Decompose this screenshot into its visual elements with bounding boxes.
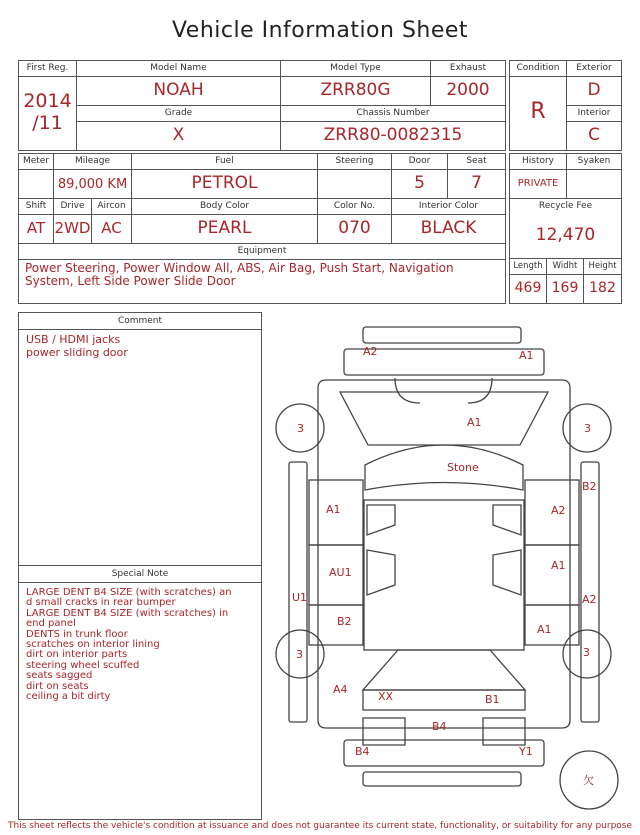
- mark-tire-fr: 3: [584, 422, 591, 435]
- recycle-cell: [510, 199, 621, 259]
- interior-cell: [567, 106, 621, 150]
- shift-value: AT: [26, 219, 46, 237]
- note-line: d small cracks in rear bumper: [26, 597, 176, 609]
- mark-fender-right: B2: [582, 480, 597, 493]
- mark-rear-door-left: AU1: [329, 566, 352, 579]
- mark-rear-panel: B4: [432, 720, 447, 733]
- condition-table: [509, 60, 622, 151]
- comment-label: Comment: [19, 313, 261, 330]
- aircon-label: Aircon: [97, 201, 126, 211]
- comment-line: USB / HDMI jacks: [26, 333, 121, 346]
- first-reg-label: First Reg.: [26, 63, 69, 73]
- drive-cell: [54, 199, 92, 244]
- mark-quarter-right: A2: [582, 593, 597, 606]
- mileage-label: Mileage: [74, 156, 111, 166]
- condition-value: R: [530, 99, 546, 124]
- grade-value: X: [172, 125, 185, 145]
- grade-cell: [77, 106, 281, 150]
- condition-cell: [510, 61, 567, 150]
- rear-glass: [363, 650, 525, 690]
- aircon-value: AC: [101, 219, 122, 237]
- chassis-cell: [281, 106, 505, 150]
- mark-sill-left: U1: [292, 591, 308, 604]
- right-rear-door: [525, 545, 579, 605]
- note-line: dirt on seats: [26, 680, 89, 692]
- length-label: Length: [513, 261, 543, 271]
- equipment-cell: [19, 244, 505, 303]
- mark-tailgate: B1: [485, 693, 500, 706]
- history-label: History: [521, 156, 555, 166]
- note-line: LARGE DENT B4 SIZE (with scratches) in: [26, 607, 229, 619]
- note-line: LARGE DENT B4 SIZE (with scratches) an: [26, 587, 232, 598]
- model-name-label: Model Name: [150, 63, 207, 73]
- note-line: ceiling a bit dirty: [26, 691, 111, 703]
- width-value: 169: [551, 280, 579, 296]
- mark-rear-door-right: A1: [551, 559, 566, 572]
- exterior-value: D: [587, 80, 601, 100]
- front-top-bar: [363, 327, 521, 343]
- drive-value: 2WD: [54, 219, 91, 237]
- left-rear-window: [367, 550, 395, 595]
- width-label: Widht: [552, 261, 578, 271]
- right-sill: [581, 462, 599, 722]
- left-headlight: [395, 378, 420, 403]
- exhaust-value: 2000: [446, 80, 490, 100]
- syaken-cell: [567, 154, 621, 199]
- interior-value: C: [588, 125, 600, 145]
- recycle-label: Recycle Fee: [538, 201, 593, 211]
- history-cell: [510, 154, 567, 199]
- door-label: Door: [408, 156, 431, 166]
- hood-outline: [340, 392, 548, 445]
- mark-rear-bumper-left: B4: [355, 745, 370, 758]
- right-front-window: [493, 505, 521, 535]
- mileage-cell: [54, 154, 132, 199]
- rear-panel-right: [483, 718, 525, 745]
- note-line: dirt on interior parts: [26, 649, 128, 661]
- grade-label: Grade: [164, 108, 193, 118]
- vehicle-info-table: [18, 60, 506, 151]
- rear-panel: [363, 718, 405, 745]
- fuel-cell: [132, 154, 318, 199]
- right-quarter: [525, 605, 579, 645]
- special-note-lines: [26, 588, 232, 702]
- condition-label: Condition: [516, 63, 560, 73]
- height-value: 182: [589, 280, 616, 296]
- mark-rear-left-upper: B2: [337, 615, 352, 628]
- interior-color-label: Interior Color: [418, 201, 479, 211]
- fuel-value: PETROL: [191, 173, 258, 193]
- equipment-value: Power Steering, Power Window All, ABS, Air Bag, Push Start, Navigation System, Left Side Power Slide Door: [25, 261, 454, 288]
- note-line: seats sagged: [26, 670, 93, 682]
- comment-lines: [26, 334, 128, 359]
- disclaimer-footer: This sheet reflects the vehicle's condition at issuance and does not guarantee its current state, functionality, or suitability for any purpose: [7, 821, 633, 831]
- first-reg-year: 2014: [23, 90, 72, 112]
- note-line: DENTS in trunk floor: [26, 628, 128, 640]
- model-type-value: ZRR80G: [320, 80, 391, 100]
- height-label: Height: [588, 261, 617, 271]
- seat-label: Seat: [466, 156, 487, 166]
- seat-cell: [448, 154, 505, 199]
- interior-color-cell: [392, 199, 505, 244]
- meter-label: Meter: [22, 156, 50, 166]
- color-no-cell: [318, 199, 392, 244]
- specs-table: [18, 153, 506, 304]
- drive-label: Drive: [60, 201, 85, 211]
- shift-cell: [19, 199, 54, 244]
- rear-bumper: [344, 740, 544, 766]
- recycle-value: 12,470: [535, 225, 596, 245]
- note-line: end panel: [26, 618, 76, 630]
- chassis-value: ZRR80-0082315: [323, 125, 463, 145]
- mark-front-bumper-left: A2: [363, 345, 378, 358]
- left-quarter: [309, 605, 363, 645]
- roof: [364, 500, 524, 650]
- door-value: 5: [414, 173, 425, 193]
- syaken-label: Syaken: [577, 156, 611, 166]
- shift-label: Shift: [25, 201, 47, 211]
- exhaust-cell: [431, 61, 505, 106]
- special-note-label: Special Note: [19, 566, 261, 583]
- height-cell: [584, 259, 621, 303]
- mark-windshield: Stone: [447, 461, 479, 474]
- body-outline: [318, 380, 570, 728]
- seat-value: 7: [471, 173, 482, 193]
- model-name-cell: [77, 61, 281, 106]
- interior-label: Interior: [577, 108, 611, 118]
- exterior-cell: [567, 61, 621, 106]
- length-value: 469: [514, 280, 542, 296]
- note-line: scratches on interior lining: [26, 639, 160, 651]
- mileage-value: 89,000 KM: [57, 177, 128, 192]
- width-cell: [547, 259, 584, 303]
- mark-rear-right-upper: A1: [537, 623, 552, 636]
- note-line: steering wheel scuffed: [26, 659, 140, 671]
- mark-hood: A1: [467, 416, 482, 429]
- meter-cell: [19, 154, 54, 199]
- model-name-value: NOAH: [153, 80, 204, 100]
- mark-front-bumper-right: A1: [519, 349, 534, 362]
- color-no-value: 070: [338, 218, 371, 238]
- interior-color-value: BLACK: [420, 218, 477, 238]
- mark-front-door-right: A2: [551, 504, 566, 517]
- equipment-label: Equipment: [237, 246, 287, 256]
- door-cell: [392, 154, 448, 199]
- body-color-label: Body Color: [199, 201, 250, 211]
- first-reg-month: /11: [32, 112, 63, 134]
- mark-tire-rr: 3: [583, 646, 590, 659]
- model-type-label: Model Type: [330, 63, 381, 73]
- right-headlight: [468, 378, 492, 403]
- aircon-cell: [92, 199, 132, 244]
- mark-spare: 欠: [583, 774, 594, 787]
- history-value: PRIVATE: [517, 178, 559, 189]
- comment-box: [18, 312, 262, 820]
- first-reg-cell: [19, 61, 77, 150]
- exhaust-label: Exhaust: [449, 63, 487, 73]
- mark-front-door-left: A1: [326, 503, 341, 516]
- length-cell: [510, 259, 547, 303]
- body-color-cell: [132, 199, 318, 244]
- comment-line: power sliding door: [26, 345, 128, 359]
- exterior-label: Exterior: [576, 63, 612, 73]
- fuel-label: Fuel: [215, 156, 234, 166]
- side-table: [509, 153, 622, 304]
- page-title: Vehicle Information Sheet: [171, 18, 469, 43]
- right-rear-window: [493, 550, 521, 595]
- body-color-value: PEARL: [197, 218, 252, 238]
- mark-rear-bumper-right: Y1: [519, 745, 533, 758]
- mark-rear-left-lower: A4: [333, 683, 348, 696]
- windshield: [365, 445, 523, 490]
- chassis-label: Chassis Number: [356, 108, 430, 118]
- left-front-window: [367, 505, 395, 535]
- steering-label: Steering: [335, 156, 374, 166]
- car-damage-diagram: [268, 318, 620, 816]
- steering-cell: [318, 154, 392, 199]
- mark-rear-glass: XX: [378, 690, 394, 703]
- mark-tire-fl: 3: [297, 422, 304, 435]
- rear-bottom-bar: [363, 772, 521, 786]
- color-no-label: Color No.: [333, 201, 376, 211]
- model-type-cell: [281, 61, 431, 106]
- mark-tire-rl: 3: [296, 648, 303, 661]
